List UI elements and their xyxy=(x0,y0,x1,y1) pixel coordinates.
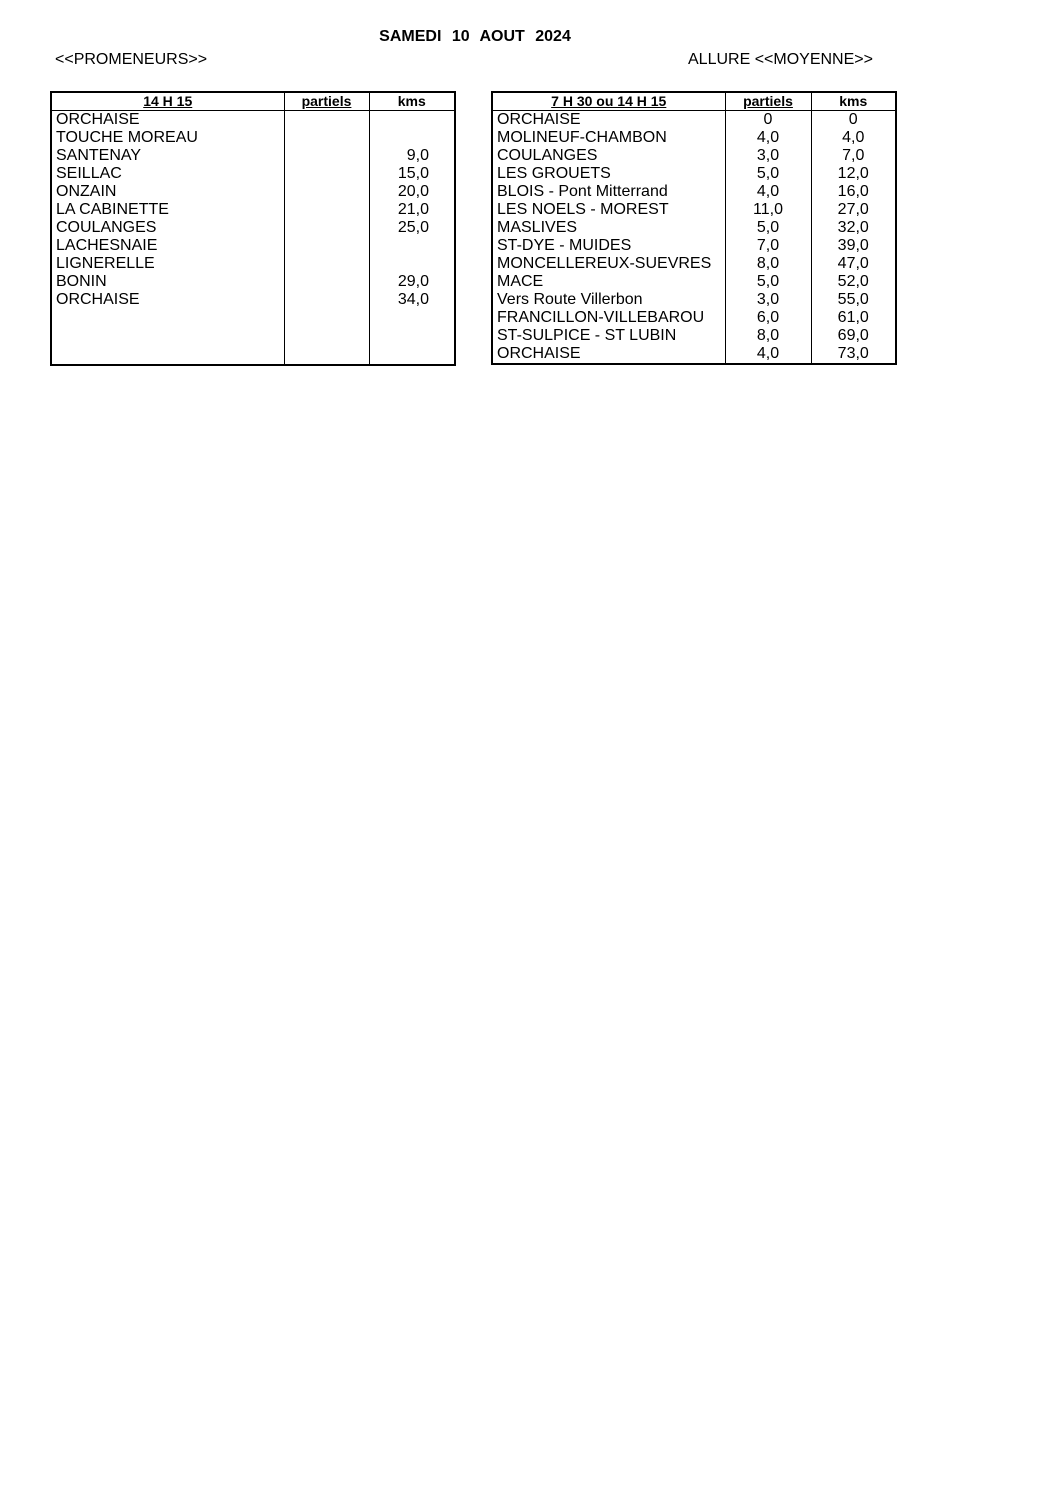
table-row xyxy=(492,327,896,345)
empty-row xyxy=(51,309,455,365)
table-row xyxy=(492,129,896,147)
kms-cell: 47,0 xyxy=(811,255,896,273)
table-row xyxy=(51,147,455,165)
place-cell: ORCHAISE xyxy=(51,291,284,309)
partiel-cell xyxy=(284,183,369,201)
kms-cell: 29,0 xyxy=(369,273,455,291)
table-row xyxy=(51,183,455,201)
kms-cell: 69,0 xyxy=(811,327,896,345)
place-cell: LACHESNAIE xyxy=(51,237,284,255)
kms-cell: 16,0 xyxy=(811,183,896,201)
place-cell: ORCHAISE xyxy=(492,345,725,364)
kms-cell: 61,0 xyxy=(811,309,896,327)
table-row xyxy=(51,165,455,183)
table-row xyxy=(492,111,896,130)
column-header-partiels: partiels xyxy=(725,92,811,111)
place-cell: MASLIVES xyxy=(492,219,725,237)
column-header-partiels: partiels xyxy=(284,92,369,111)
kms-cell xyxy=(369,111,455,130)
partiel-cell xyxy=(284,165,369,183)
table-row xyxy=(51,201,455,219)
place-cell: ST-DYE - MUIDES xyxy=(492,237,725,255)
partiel-cell xyxy=(284,201,369,219)
kms-cell: 52,0 xyxy=(811,273,896,291)
table-row xyxy=(492,237,896,255)
place-cell: COULANGES xyxy=(492,147,725,165)
table-header-row xyxy=(51,92,455,111)
group-label-promeneurs: <<PROMENEURS>> xyxy=(55,51,208,68)
column-header-kms: kms xyxy=(369,92,455,111)
partiel-cell: 4,0 xyxy=(725,183,811,201)
table-row xyxy=(492,165,896,183)
place-cell: ORCHAISE xyxy=(51,111,284,130)
column-header-kms: kms xyxy=(811,92,896,111)
partiel-cell xyxy=(284,111,369,130)
table-row xyxy=(492,219,896,237)
place-cell: MACE xyxy=(492,273,725,291)
kms-cell: 12,0 xyxy=(811,165,896,183)
place-cell: BLOIS - Pont Mitterrand xyxy=(492,183,725,201)
table-row xyxy=(51,255,455,273)
partiel-cell: 8,0 xyxy=(725,255,811,273)
kms-cell: 25,0 xyxy=(369,219,455,237)
place-cell: Vers Route Villerbon xyxy=(492,291,725,309)
place-cell: ORCHAISE xyxy=(492,111,725,130)
place-cell: LA CABINETTE xyxy=(51,201,284,219)
promeneurs-table-body xyxy=(51,111,455,366)
place-cell: BONIN xyxy=(51,273,284,291)
partiel-cell: 11,0 xyxy=(725,201,811,219)
partiel-cell xyxy=(284,147,369,165)
table-row xyxy=(492,147,896,165)
place-cell: TOUCHE MOREAU xyxy=(51,129,284,147)
allure-moyenne-table-body xyxy=(492,111,896,365)
kms-cell: 15,0 xyxy=(369,165,455,183)
table-row xyxy=(492,309,896,327)
partiel-cell: 6,0 xyxy=(725,309,811,327)
kms-cell: 4,0 xyxy=(811,129,896,147)
group-label-allure-moyenne: ALLURE <<MOYENNE>> xyxy=(688,51,873,68)
partiel-cell: 4,0 xyxy=(725,345,811,364)
place-cell: FRANCILLON-VILLEBAROU xyxy=(492,309,725,327)
partiel-cell xyxy=(284,129,369,147)
kms-cell: 34,0 xyxy=(369,291,455,309)
kms-cell: 0 xyxy=(811,111,896,130)
place-cell: SEILLAC xyxy=(51,165,284,183)
kms-cell xyxy=(369,129,455,147)
table-row xyxy=(51,219,455,237)
allure-moyenne-route-table xyxy=(491,91,897,365)
kms-cell: 32,0 xyxy=(811,219,896,237)
partiel-cell: 3,0 xyxy=(725,147,811,165)
promeneurs-route-table xyxy=(50,91,456,366)
place-cell: COULANGES xyxy=(51,219,284,237)
table-row xyxy=(492,255,896,273)
kms-cell: 9,0 xyxy=(369,147,455,165)
table-header-row xyxy=(492,92,896,111)
column-header-departure: 14 H 15 xyxy=(51,92,284,111)
kms-cell: 27,0 xyxy=(811,201,896,219)
place-cell: ONZAIN xyxy=(51,183,284,201)
table-row xyxy=(492,345,896,364)
table-row xyxy=(492,201,896,219)
kms-cell xyxy=(369,237,455,255)
partiel-cell xyxy=(284,273,369,291)
partiel-cell xyxy=(284,255,369,273)
partiel-cell: 5,0 xyxy=(725,219,811,237)
partiel-cell: 8,0 xyxy=(725,327,811,345)
table-row xyxy=(51,291,455,309)
empty-cell xyxy=(284,309,369,365)
partiel-cell: 5,0 xyxy=(725,273,811,291)
place-cell: ST-SULPICE - ST LUBIN xyxy=(492,327,725,345)
table-row xyxy=(51,111,455,130)
kms-cell: 7,0 xyxy=(811,147,896,165)
place-cell: SANTENAY xyxy=(51,147,284,165)
kms-cell xyxy=(369,255,455,273)
table-row xyxy=(492,273,896,291)
table-row xyxy=(51,129,455,147)
place-cell: MOLINEUF-CHAMBON xyxy=(492,129,725,147)
place-cell: LES NOELS - MOREST xyxy=(492,201,725,219)
table-row xyxy=(492,291,896,309)
table-row xyxy=(51,273,455,291)
place-cell: MONCELLEREUX-SUEVRES xyxy=(492,255,725,273)
table-row xyxy=(492,183,896,201)
table-row xyxy=(51,237,455,255)
kms-cell: 55,0 xyxy=(811,291,896,309)
partiel-cell: 7,0 xyxy=(725,237,811,255)
kms-cell: 21,0 xyxy=(369,201,455,219)
place-cell: LES GROUETS xyxy=(492,165,725,183)
partiel-cell: 3,0 xyxy=(725,291,811,309)
partiel-cell xyxy=(284,219,369,237)
column-header-departure: 7 H 30 ou 14 H 15 xyxy=(492,92,725,111)
place-cell: LIGNERELLE xyxy=(51,255,284,273)
partiel-cell: 5,0 xyxy=(725,165,811,183)
kms-cell: 73,0 xyxy=(811,345,896,364)
kms-cell: 20,0 xyxy=(369,183,455,201)
page-title: SAMEDI 10 AOUT 2024 xyxy=(379,28,571,45)
empty-cell xyxy=(369,309,455,365)
kms-cell: 39,0 xyxy=(811,237,896,255)
partiel-cell: 4,0 xyxy=(725,129,811,147)
empty-cell xyxy=(51,309,284,365)
partiel-cell xyxy=(284,291,369,309)
partiel-cell: 0 xyxy=(725,111,811,130)
partiel-cell xyxy=(284,237,369,255)
